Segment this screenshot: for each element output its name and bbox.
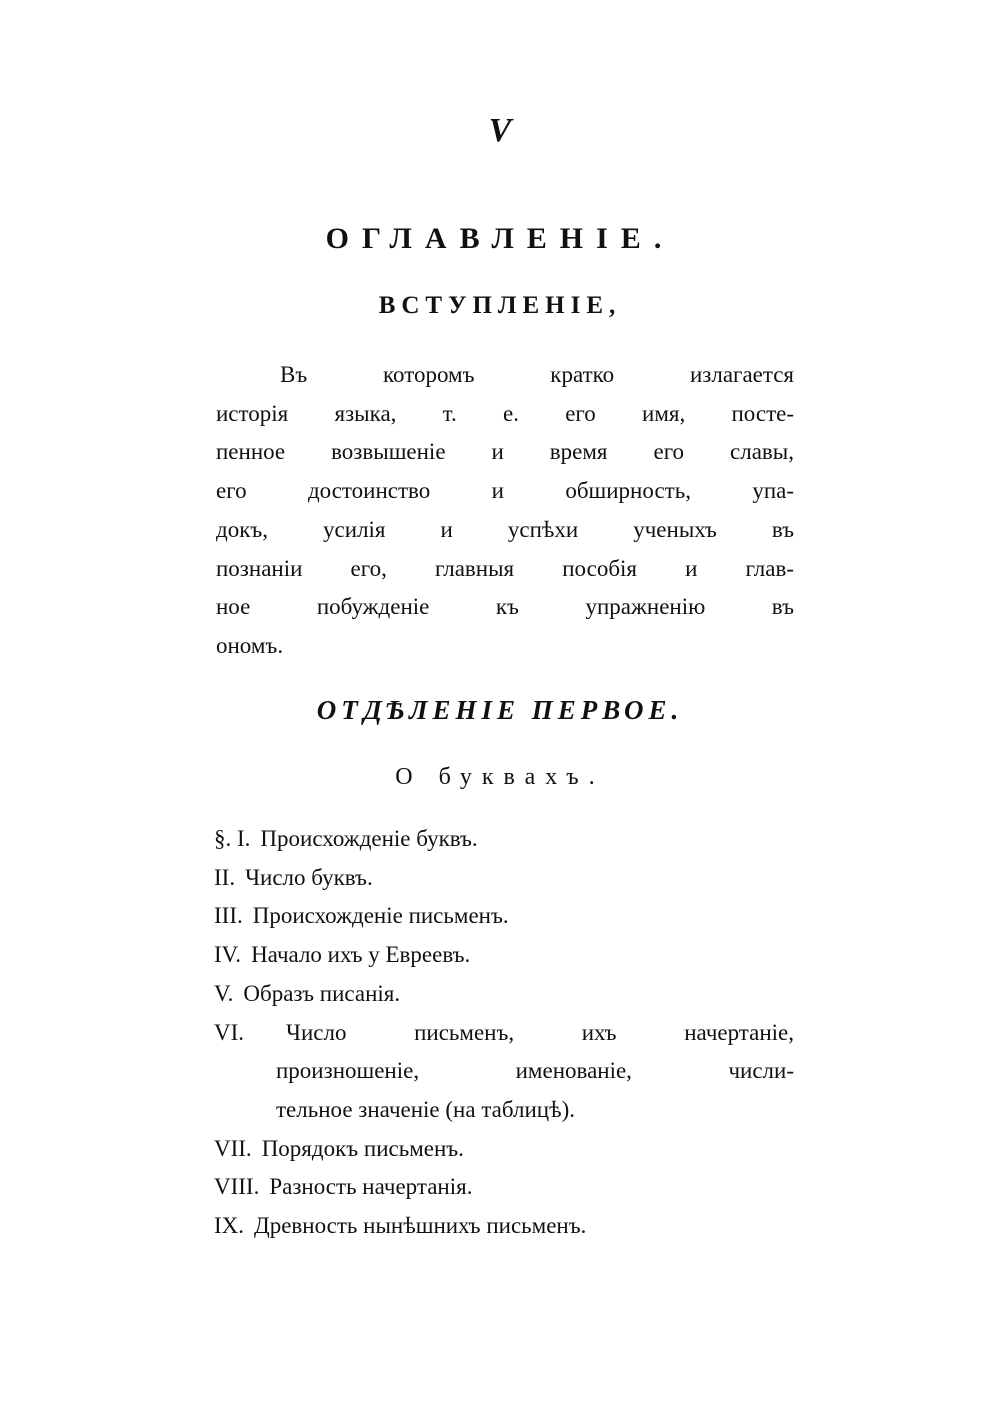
- toc-entry: [214, 820, 794, 859]
- intro-line: познаніи его, главныя пособія и глав-: [216, 555, 794, 581]
- toc-entry: [214, 859, 794, 898]
- intro-line: ономъ.: [216, 632, 284, 658]
- toc-entry-number: VI.: [214, 1019, 245, 1045]
- toc-entry-continuation: тельное значеніе (на таблицѣ).: [276, 1096, 575, 1122]
- table-of-contents: [214, 820, 794, 1246]
- section-subtitle: О буквахъ.: [395, 764, 605, 790]
- toc-entry: [214, 1130, 794, 1169]
- toc-entry-continuation: произношеніе, именованіе, числи-: [276, 1058, 794, 1084]
- toc-entry-text: Число письменъ, ихъ начертаніе,: [286, 1019, 794, 1045]
- toc-entry-number: IV.: [214, 942, 242, 968]
- toc-entry-text: Древность нынѣшнихъ письменъ.: [254, 1213, 587, 1239]
- toc-entry: [214, 1014, 794, 1130]
- intro-line: исторія языка, т. е. его имя, посте-: [216, 400, 794, 426]
- toc-entry-number: §. I.: [214, 826, 251, 851]
- toc-entry-text: Число буквъ.: [245, 864, 373, 890]
- toc-entry: [214, 936, 794, 975]
- intro-line: докъ, усилія и успѣхи ученыхъ въ: [216, 516, 794, 542]
- page-title: ОГЛАВЛЕНІЕ.: [325, 222, 675, 255]
- toc-entry-text: Порядокъ письменъ.: [261, 1135, 464, 1161]
- toc-entry: [214, 897, 794, 936]
- intro-line: ное побужденіе къ упражненію въ: [216, 594, 794, 620]
- toc-entry-number: VIII.: [214, 1174, 260, 1200]
- section-title: ОТДѢЛЕНІЕ ПЕРВОЕ.: [316, 695, 684, 725]
- introduction-heading: ВСТУПЛЕНІЕ,: [378, 292, 622, 319]
- toc-entry-text: Начало ихъ у Евреевъ.: [251, 942, 471, 968]
- page-number: V: [488, 112, 512, 149]
- toc-entry: [214, 975, 794, 1014]
- intro-line: его достоинство и обширность, упа-: [216, 478, 794, 504]
- toc-entry-text: Происхожденіе письменъ.: [252, 903, 509, 929]
- toc-entry-number: V.: [214, 980, 234, 1006]
- toc-entry-number: III.: [214, 903, 243, 929]
- intro-line: пенное возвышеніе и время его славы,: [216, 439, 794, 465]
- toc-entry-number: VII.: [214, 1135, 252, 1161]
- intro-line: Въ которомъ кратко излагается: [280, 362, 794, 387]
- toc-entry-text: Разность начертанія.: [269, 1174, 473, 1200]
- toc-entry-number: II.: [214, 864, 236, 890]
- toc-entry: [214, 1207, 794, 1246]
- introduction-paragraph: [216, 356, 794, 666]
- toc-entry-text: Происхожденіе буквъ.: [260, 826, 478, 851]
- toc-entry-number: IX.: [214, 1213, 245, 1239]
- toc-entry: [214, 1168, 794, 1207]
- toc-entry-text: Образъ писанія.: [243, 980, 401, 1006]
